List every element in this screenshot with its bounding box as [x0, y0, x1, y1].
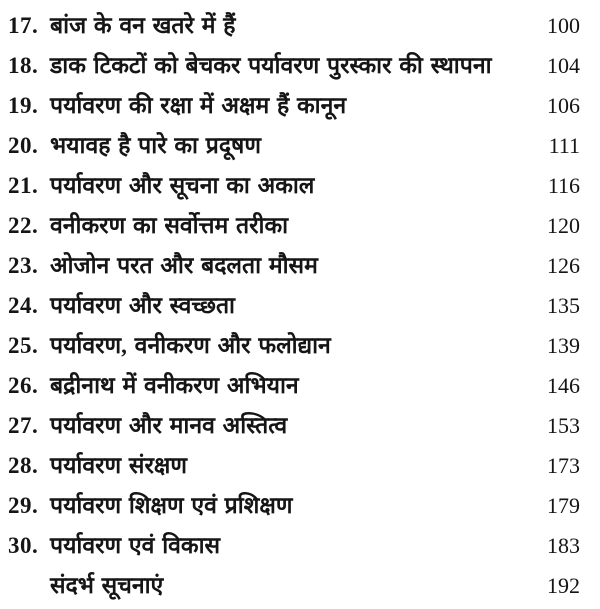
- toc-entry-title: वनीकरण का सर्वोत्तम तरीका: [50, 213, 289, 238]
- toc-entry-page-number: 120: [547, 213, 580, 238]
- toc-entry-page-number: 173: [547, 453, 580, 478]
- toc-entry-title: बांज के वन खतरे में हैं: [50, 13, 236, 38]
- toc-entry-number: 22.: [8, 213, 39, 238]
- toc-entry: [8, 326, 580, 366]
- toc-entry-title: भयावह है पारे का प्रदूषण: [50, 133, 261, 158]
- toc-entry: [8, 46, 580, 86]
- toc-entry-page-number: 116: [547, 173, 580, 198]
- toc-entry-number: 25.: [8, 333, 39, 358]
- toc-entry: [8, 246, 580, 286]
- toc-entry-title: पर्यावरण एवं विकास: [50, 533, 221, 558]
- toc-entry-page-number: 126: [547, 253, 580, 278]
- toc-entry-page-number: 153: [547, 413, 580, 438]
- toc-entry: [8, 526, 580, 566]
- toc-entry-title: पर्यावरण, वनीकरण और फलोद्यान: [50, 333, 331, 358]
- toc-entry-number: 20.: [8, 133, 39, 158]
- toc-entry: [8, 446, 580, 486]
- toc-entry-number: 29.: [8, 493, 39, 518]
- toc-entry-page-number: 104: [547, 53, 580, 78]
- toc-entry-number: 23.: [8, 253, 39, 278]
- toc-entry-number: 21.: [8, 173, 39, 198]
- toc-entry-page-number: 111: [548, 133, 580, 158]
- toc-entry-title: बद्रीनाथ में वनीकरण अभियान: [50, 373, 299, 398]
- toc-list: [8, 6, 580, 606]
- toc-entry-title: संदर्भ सूचनाएं: [50, 573, 164, 598]
- toc-entry-title: पर्यावरण और सूचना का अकाल: [50, 173, 315, 198]
- toc-entry: [8, 126, 580, 166]
- toc-entry-number: 24.: [8, 293, 39, 318]
- toc-entry: [8, 406, 580, 446]
- toc-entry-number: 28.: [8, 453, 39, 478]
- toc-entry: [8, 166, 580, 206]
- toc-entry: [8, 366, 580, 406]
- toc-entry-page-number: 183: [547, 533, 580, 558]
- toc-entry: [8, 206, 580, 246]
- toc-entry-page-number: 135: [547, 293, 580, 318]
- toc-entry-number: 17.: [8, 13, 39, 38]
- toc-entry: [8, 486, 580, 526]
- toc-entry-title: पर्यावरण की रक्षा में अक्षम हैं कानून: [50, 93, 347, 118]
- toc-entry-title: पर्यावरण शिक्षण एवं प्रशिक्षण: [50, 493, 293, 518]
- toc-entry-page-number: 100: [547, 13, 580, 38]
- toc-entry-page-number: 139: [547, 333, 580, 358]
- toc-entry-title: ओजोन परत और बदलता मौसम: [50, 253, 318, 278]
- toc-entry-page-number: 106: [547, 93, 580, 118]
- toc-entry-page-number: 179: [547, 493, 580, 518]
- toc-entry-title: पर्यावरण संरक्षण: [50, 453, 188, 478]
- toc-entry-number: 26.: [8, 373, 39, 398]
- toc-entry-title: डाक टिकटों को बेचकर पर्यावरण पुरस्कार की स्थापना: [50, 53, 492, 78]
- toc-entry-page-number: 192: [547, 573, 580, 598]
- toc-entry: [8, 6, 580, 46]
- toc-entry-title: पर्यावरण और मानव अस्तित्व: [50, 413, 288, 438]
- toc-entry: [8, 286, 580, 326]
- toc-entry: [8, 86, 580, 126]
- toc-entry-number: 19.: [8, 93, 39, 118]
- toc-entry-number: 18.: [8, 53, 39, 78]
- toc-entry-number: 30.: [8, 533, 39, 558]
- toc-entry-number: 27.: [8, 413, 39, 438]
- toc-entry: [8, 566, 580, 606]
- toc-entry-title: पर्यावरण और स्वच्छता: [50, 293, 236, 318]
- toc-entry-page-number: 146: [547, 373, 580, 398]
